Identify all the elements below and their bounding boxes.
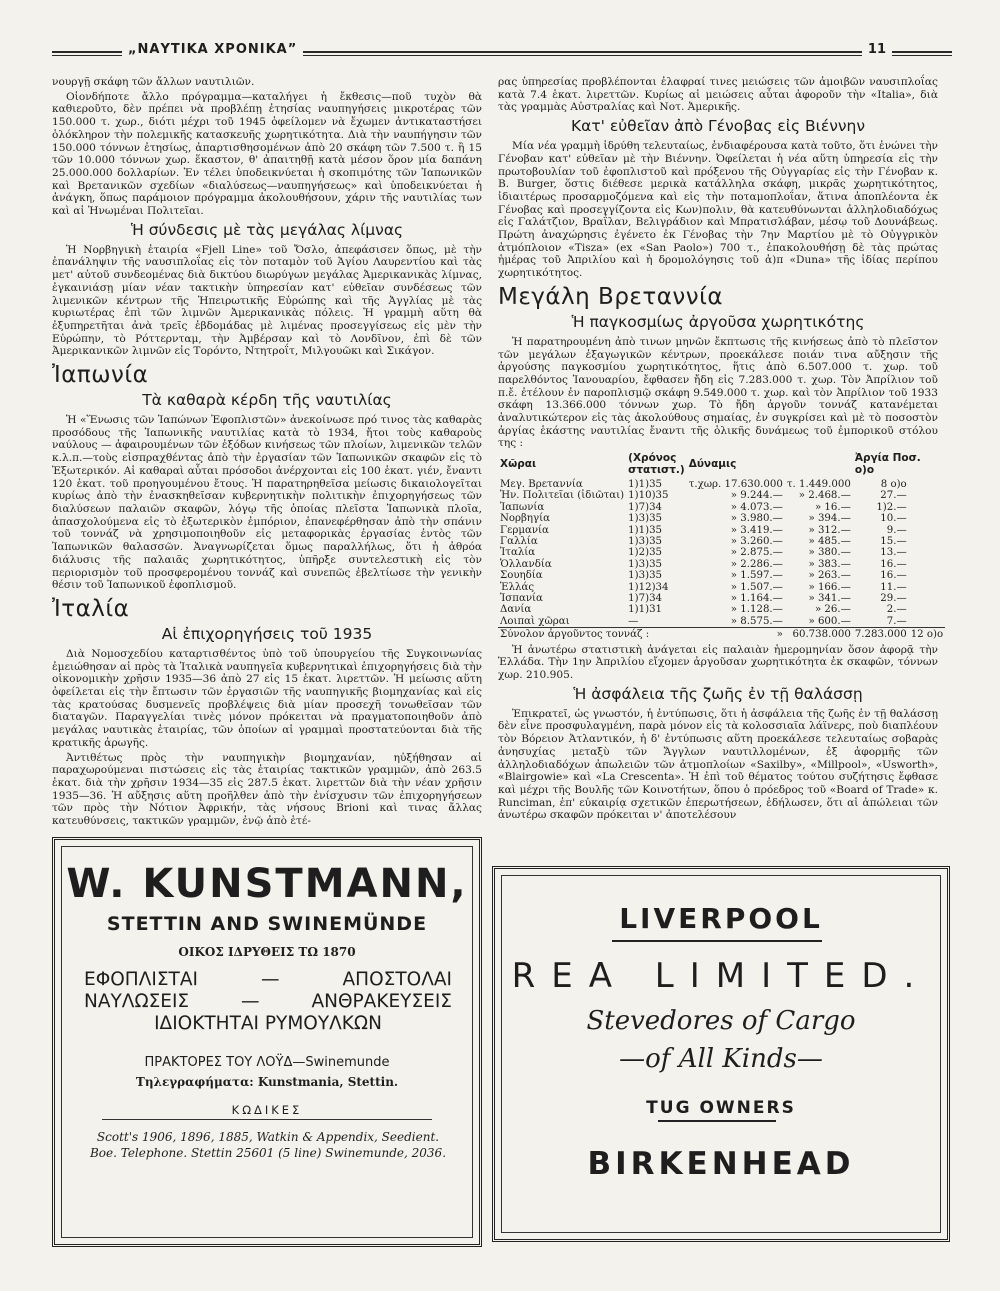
table-row <box>498 604 945 615</box>
table-total-label: Σύνολον ἀργοῦντος τοννάζ : <box>498 628 687 641</box>
table-row <box>498 525 945 536</box>
ad-service: ΕΦΟΠΛΙΣΤΑΙ <box>84 969 198 990</box>
table-total-cell: » <box>687 628 785 641</box>
ad-services <box>72 969 464 1035</box>
table-row <box>498 559 945 570</box>
table-cell: 1)2.— <box>876 501 907 513</box>
table-row <box>498 502 945 513</box>
left-column <box>52 76 482 830</box>
table-spacer <box>909 513 945 524</box>
section-heading: Αἱ ἐπιχορηγήσεις τοῦ 1935 <box>161 624 373 643</box>
table-cell: » 8.575.— <box>730 615 783 627</box>
ad-company-city: STETTIN AND SWINEMÜNDE <box>106 913 428 935</box>
table-cell: 1)12)34 <box>628 581 669 593</box>
ad-service: ΑΝΘΡΑΚΕΥΣΕΙΣ <box>311 991 452 1012</box>
table-cell: — <box>628 615 639 627</box>
body-paragraph: Οἱονδήποτε ἄλλο πρόγραμμα—καταλήγει ἡ ἔκθεσις—ποῦ τυχὸν θὰ καθιεροῦτο, δὲν πρέπει νὰ προβλέπῃ ἐτησίας ναυπηγήσεις μικροτέρας τῶν 150.000 τ. χωρ., διότι μέχρι τοῦ 1945 ὀφείλομεν νὰ ἔχωμεν ἀντικαταστήσει ὁλόκληρον τὴν πολεμικῆς κατασκευῆς χωρητικότητα. Διὰ τὴν ναυπήγησιν τῶν 150.000 τόννων ἐτησίως, ἀπαρτισθησομένων ἀπὸ 20 σκάφη τῶν 7.500 τ. ἢ 15 τῶν 10.000 τόννων χωρ. ἕκαστον, θ' ἀπαιτηθῇ κατὰ μέσον ὅρον μία δαπάνη 25.000.000 δολλαρίων. Ἐν τέλει ὑποδεικνύεται ἡ σκοπιμότης τῶν Ἰαπωνικῶν καὶ Βρετανικῶν σχεδίων «διαλύσεως—ναυπηγήσεως» καὶ ὑποδεικνύεται ἡ ἀνάγκη, ὅπως παράμοιον πρόγραμμα ἀκολουθήσουν, χάριν τῆς ναυτιλίας των καὶ αἱ Ἡνωμέναι Πολιτεῖαι. <box>52 90 482 218</box>
table-cell: 1)3)35 <box>628 558 663 570</box>
table-cell: Νορβηγία <box>500 513 550 525</box>
ad-codes-title: ΚΩΔΙΚΕΣ <box>231 1103 303 1117</box>
table-cell: 7.— <box>886 615 907 627</box>
body-paragraph: Ἡ Νορβηγικὴ ἑταιρία «Fjell Line» τοῦ Ὄσλο, ἀπεφάσισεν ὅπως, μὲ τὴν ἐπανάληψιν τῆς ναυσιπλοΐας εἰς τὸν ποταμὸν τοῦ Ἁγίου Λαυρεντίου καὶ τὰς μετ' αὐτοῦ συνδεομένας διὰ δικτύου διωρύγων μεγάλας Ἀμερικανικὰς λίμνας, ἐγκαινιάσῃ μίαν νέαν τακτικὴν ὑπηρεσίαν κατ' εὐθεῖαν συνδέσεως τῶν λιμενικῶν κέντρων τῆς Ἠπειρωτικῆς Εὐρώπης καὶ τῆς Ἀγγλίας μὲ τὰς κυριωτέρας ἐπὶ τῶν λιμνῶν Ἀμερικανικὰς πόλεις. Ἡ γραμμὴ αὕτη θὰ ἐξυπηρετῆται ἀνὰ τρεῖς ἑβδομάδας μὲ λιμένας προσεγγίσεως εἰς μὲν τὴν Εὐρώπην, τὸ Ρόττερνταμ, τὴν Ἀμβέρσαν καὶ τὸ Λονδῖνον, ἐπὶ δὲ τῶν Ἀμερικανικῶν λιμνῶν εἰς Τορόντο, Ντητροΐτ, Μιλγουῶκι καὶ Σικάγον. <box>52 243 482 358</box>
table-cell: 1)3)35 <box>628 513 663 525</box>
table-cell: 29.— <box>880 593 907 605</box>
ad-telegraph: Τηλεγραφήματα: Kunstmania, Stettin. <box>135 1075 399 1089</box>
country-heading: Μεγάλη Βρεταννία <box>498 283 724 310</box>
table-cell: 16.— <box>880 570 907 582</box>
table-spacer <box>909 502 945 513</box>
table-cell: 1)1)35 <box>628 478 663 490</box>
table-cell: » 3.260.— <box>730 536 783 548</box>
rea-limited-advertisement <box>492 866 950 1242</box>
ad-inner-frame <box>501 875 941 1233</box>
journal-title: „ΝΑΥΤΙΚΑ ΧΡΟΝΙΚΑ” <box>122 42 303 57</box>
body-paragraph: Ἐπικρατεῖ, ὡς γνωστόν, ἡ ἐντύπωσις, ὅτι ἡ ἀσφάλεια τῆς ζωῆς ἐν τῇ θαλάσσῃ δὲν εἶνε προσφυλαγμένη, παρὰ μόνον εἰς τὰ κολοσσιαῖα λάϊνερς, ποὺ διαπλέουν τὸν Βόρειον Ἀτλαντικόν, ἡ δ' ἐντύπωσις αὕτη προεκάλεσε τελευταίως σοβαρὰς ἀνησυχίας μεταξὺ τῶν Ἄγγλων ναυτιλλομένων, ἐξ ἀφορμῆς τῶν ἀλληλοδιαδόχων ἀπωλειῶν τῶν ἀτμοπλοίων «Saxilby», «Millpool», «Usworth», «Blairgowie» καὶ «La Crescenta». Ἡ ἐπὶ τοῦ θέματος τούτου συζήτησις ἔφθασε καὶ μέχρι τῆς Βουλῆς τῶν Κοινοτήτων, ὅπου ὁ πρόεδρος τοῦ «Board of Trade» κ. Runciman, ἐπ' εὐκαιρίᾳ σχετικῶν ἐπερωτήσεων, ἐδήλωσεν, ὅτι αἱ ἀπώλειαι τῶν ἀνωτέρω σκαφῶν πρόκειται ν' ἀποτελέσουν <box>498 707 938 822</box>
kunstmann-advertisement <box>52 837 482 1247</box>
table-total-cell: 7.283.000 <box>854 629 907 641</box>
table-header-row <box>498 452 945 479</box>
table-cell: 10.— <box>880 513 907 525</box>
table-spacer <box>909 547 945 558</box>
table-cell: τ. 1.449.000 <box>786 478 851 490</box>
page-number: 11 <box>862 42 892 57</box>
table-cell: Γερμανία <box>500 524 549 536</box>
table-cell: » 1.164.— <box>730 593 783 605</box>
ad-service: ΝΑΥΛΩΣΕΙΣ <box>84 991 190 1012</box>
idle-tonnage-table <box>498 452 945 641</box>
table-spacer <box>909 616 945 628</box>
table-cell: » 2.468.— <box>798 490 851 502</box>
right-column <box>498 76 944 824</box>
ad-codebook <box>76 1129 460 1161</box>
ad-divider <box>102 1119 432 1120</box>
section-heading: Κατ' εὐθεῖαν ἀπὸ Γένοβας εἰς Βιέννην <box>570 117 866 136</box>
table-header: (Χρόνος στατιστ.) <box>628 452 685 476</box>
table-row <box>498 582 945 593</box>
table-cell: » 380.— <box>808 547 851 559</box>
table-cell: » 3.419.— <box>730 524 783 536</box>
ad-city-bottom: BIRKENHEAD <box>587 1146 855 1182</box>
table-header: Δύναμις <box>688 457 737 470</box>
table-cell: Ἰαπωνία <box>500 501 545 513</box>
table-cell: Γαλλία <box>500 536 538 548</box>
table-spacer <box>909 582 945 593</box>
table-cell: Ἰταλία <box>500 547 536 559</box>
table-cell: 13.— <box>880 547 907 559</box>
table-cell: » 2.286.— <box>730 558 783 570</box>
ad-founded: ΟΙΚΟΣ ΙΔΡΥΘΕΙΣ ΤΩ 1870 <box>178 945 356 959</box>
table-cell: 1)7)34 <box>628 501 663 513</box>
table-cell: 8 o)o <box>880 478 907 490</box>
section-heading: Ἡ ἀσφάλεια τῆς ζωῆς ἐν τῇ θαλάσσῃ <box>573 684 863 703</box>
table-cell: » 4.073.— <box>730 501 783 513</box>
ad-agents: ΠΡΑΚΤΟΡΕΣ ΤΟΥ ΛΟΫΔ—Swinemunde <box>144 1055 390 1070</box>
table-cell: 1)3)35 <box>628 570 663 582</box>
table-cell: 11.— <box>880 581 907 593</box>
table-spacer <box>909 604 945 615</box>
table-cell: » 1.597.— <box>730 570 783 582</box>
ad-services-row <box>72 969 464 991</box>
table-cell: 1)3)35 <box>628 536 663 548</box>
table-header: Χῶραι <box>500 457 537 470</box>
table-spacer <box>909 490 945 501</box>
table-cell: » 16.— <box>814 501 851 513</box>
body-paragraph: Ἡ ἀνωτέρω στατιστικὴ ἀνάγεται εἰς παλαιὰν ἡμερομηνίαν ὅσον ἀφορᾷ τὴν Ἑλλάδα. Τὴν 1ην Ἀπριλίου εἴχομεν ἀργοῦσαν χωρητικότητα ἐκ σκαφῶν, τόννων χωρ. 210.905. <box>498 643 938 682</box>
body-paragraph: Διὰ Νομοσχεδίου καταρτισθέντος ὑπὸ τοῦ ὑπουργείου τῆς Συγκοινωνίας ἐμειώθησαν αἱ πρὸς τὰ Ἰταλικὰ ναυπηγεῖα κυβερνητικαὶ ἐπιχορηγήσεις διὰ τὴν οἰκονομικὴν χρῆσιν 1935—36 ἀπὸ 27 εἰς 15 ἑκατ. λιρεττῶν. Ἡ μείωσις αὕτη ὀφείλεται εἰς τὴν ἔπτωσιν τῶν ἐργασιῶν τῆς ναυπηγικῆς βιομηχανίας καὶ εἰς τὰς κρατούσας δυσμενεῖς προβλέψεις διὰ μίαν προσεχῆ τονωθεῖσαν τῶν διαταγῶν. Παραγγελίαι τινὲς μόνον πρόκειται νὰ πραγματοποιηθοῦν ἀπὸ μεγάλας ναυτικὰς ἑταιρίας, τῶν ὁποίων αἱ γραμμαὶ προστατεύονται διὰ τῆς κρατικῆς ἀρωγῆς. <box>52 647 482 749</box>
table-cell: 16.— <box>880 558 907 570</box>
ad-script-line: —of All Kinds— <box>619 1044 823 1074</box>
table-total-row <box>498 628 945 641</box>
ad-service: ΙΔΙΟΚΤΗΤΑΙ ΡΥΜΟΥΛΚΩΝ <box>154 1013 382 1034</box>
table-cell: 2.— <box>886 604 907 616</box>
table-cell: Λοιπαὶ χῶραι <box>500 615 570 627</box>
table-cell: » 1.507.— <box>730 581 783 593</box>
table-spacer <box>909 525 945 536</box>
body-paragraph: Ἡ «Ἕνωσις τῶν Ἰαπώνων Ἐφοπλιστῶν» ἀνεκοίνωσε πρό τινος τὰς καθαρὰς προσόδους τῆς Ἰαπωνικῆς ναυτιλίας κατὰ τὸ 1934, ἤτοι τοὺς καθαροὺς ναύλους — ἀφαιρουμένων τῶν ἐξόδων κινήσεως τῶν πλοίων, λιμενικῶν τελῶν κ.λ.π.—τοὺς εἰσπραχθέντας ἀπὸ τὴν ἐργασίαν τῶν Ἰαπωνικῶν σκαφῶν εἰς τὸ Ἐξωτερικόν. Αἱ καθαραὶ αὗται πρόσοδοι ἀνέρχονται εἰς 100 ἑκατ. γιέν, ἔναντι 120 ἑκατ. τοῦ προηγουμένου ἔτους. Ἡ παρατηρηθεῖσα μείωσις δικαιολογεῖται κυρίως ἀπὸ τὴν ἐνασκηθεῖσαν κυβερνητικὴν πολιτικὴν ἐπιχορηγήσεως τῶν διαλύσεων παλαιῶν σκαφῶν, λόγῳ τῆς ὁποίας πλεῖστα Ἰαπωνικὰ πλοῖα, ἀπασχολούμενα εἰς τὸ ἐξωτερικὸν ἐμπόριον, ἐπανεφέρθησαν ἀπὸ τὴν σπάνιν τοῦ τοννάζ νὰ χρησιμοποιηθοῦν εἰς μεταφορικὰς ἐργασίας ἐντὸς τῶν Ἰαπωνικῶν θαλασσῶν. Ἀναγνωρίζεται ὅμως παραλλήλως, ὅτι ἡ ἀθρόα διάλυσις τῆς παλαιᾶς χωρητικότητος, ὑπῆρξε συντελεστικὴ εἰς τὸν περιορισμὸν τοῦ προσφερομένου τοννάζ καὶ συνεπῶς ἐβελτίωσε τὴν γενικὴν θέσιν τοῦ Ἰαπωνικοῦ ἐφοπλισμοῦ. <box>52 414 482 592</box>
running-head <box>52 42 952 62</box>
table-body <box>498 479 945 641</box>
table-cell: Ἰσπανία <box>500 593 543 605</box>
table-cell: » 26.— <box>814 604 851 616</box>
table-cell: » 1.128.— <box>730 604 783 616</box>
table-cell: 15.— <box>880 536 907 548</box>
table-cell: » 312.— <box>808 524 851 536</box>
ad-dash: — <box>260 969 280 990</box>
section-heading: Ἡ παγκοσμίως ἀργοῦσα χωρητικότης <box>571 312 865 331</box>
ad-divider <box>612 940 822 942</box>
ad-services-row <box>72 991 464 1013</box>
table-cell: 1)2)35 <box>628 547 663 559</box>
table-cell: 1)10)35 <box>628 490 669 502</box>
table-cell: » 2.875.— <box>730 547 783 559</box>
body-paragraph: Ἀντιθέτως πρὸς τὴν ναυπηγικὴν βιομηχανίαν, ηὐξήθησαν αἱ παραχωρούμεναι πιστώσεις εἰς τὰς ἑταιρίας τακτικῶν γραμμῶν, ἀπὸ 263.5 ἑκατ. διὰ τὴν χρῆσιν 1934—35 εἰς 287.5 ἑκατ. λιρεττῶν διὰ τὴν νέαν χρῆσιν 1935—36. Ἡ αὔξησις αὕτη προῆλθεν ἀπὸ τὴν ἐνίσχυσιν τῶν ἐπιχορηγήσεων τῶν πρὸς τὴν Νότιον Ἀφρικήν, τὰς νήσους Brioni καὶ τινας ἄλλας κατευθύνσεις, τακτικῶν γραμμῶν, ἐνῷ ἀπὸ ἑτέ- <box>52 751 482 828</box>
table-row <box>498 536 945 547</box>
table-cell: Δανία <box>500 604 532 616</box>
table-cell: » 9.244.— <box>730 490 783 502</box>
ad-codebook-line: Scott's 1906, 1896, 1885, Watkin & Appendix, Seedient. <box>96 1130 440 1144</box>
ad-dash: — <box>241 991 260 1012</box>
ad-divider <box>658 1120 776 1122</box>
table-row <box>498 616 945 628</box>
table-cell: » 3.980.— <box>730 513 783 525</box>
table-spacer <box>909 570 945 581</box>
table-spacer <box>909 593 945 604</box>
table-cell: 1)1)35 <box>628 524 663 536</box>
table-cell: 9.— <box>886 524 907 536</box>
table-cell: Μεγ. Βρεταννία <box>500 478 583 490</box>
ad-company-name: REA LIMITED. <box>511 956 931 996</box>
ad-codebook-line: Boe. Telephone. Stettin 25601 (5 line) Swinemunde, 2036. <box>89 1146 447 1160</box>
ad-script-line: Stevedores of Cargo <box>586 1006 856 1036</box>
table-cell: » 394.— <box>808 513 851 525</box>
table-row <box>498 593 945 604</box>
table-cell: Σουηδία <box>500 570 543 582</box>
section-heading: Ἡ σύνδεσις μὲ τὰς μεγάλας λίμνας <box>130 220 404 239</box>
table-row <box>498 547 945 558</box>
table-row <box>498 513 945 524</box>
table-cell: 27.— <box>880 490 907 502</box>
country-heading: Ἰαπωνία <box>52 362 149 389</box>
table-row <box>498 490 945 501</box>
body-paragraph: Μία νέα γραμμὴ ἱδρύθη τελευταίως, ἐνδιαφέρουσα κατὰ τοῦτο, ὅτι ἑνώνει τὴν Γένοβαν κατ' εὐθεῖαν μὲ τὴν Βιέννην. Ὀφείλεται ἡ νέα αὕτη ὑπηρεσία εἰς τὴν πρωτοβουλίαν τοῦ ἐφοπλιστοῦ καὶ πρόξενου τῆς Οὐγγαρίας εἰς τὴν Γένοβαν κ. B. Burger, ὅστις διέθεσε μερικὰ κατάλληλα σκάφη, μικρᾶς χωρητικότητος, ἰδιαιτέρως προσαρμοζόμενα καὶ εἰς τὴν ποταμοπλοΐαν, ἅτινα ἀποπλέοντα ἐκ Γένοβας καὶ προσεγγίζοντα εἰς Κων)πολιν, θὰ κατευθύνωνται ἀλληλοδιαδόχως εἰς Γαλάτζιον, Βραΐλαν, Βελιγράδιον καὶ Μπρατισλάβαν, μέσῳ τοῦ Δουνάβεως. Πρώτη ἀναχώρησις ἐγένετο ἐκ Γένοβας τὴν 7ην Μαρτίου μὲ τὸ Οὐγγρικὸν ἀτμόπλοιον «Tisza» (ex «San Paolo») 700 τ., ἐπακολουθήσῃ δὲ τὰς πρώτας ἡμέρας τοῦ Ἀπριλίου καὶ ἡ δρομολόγησις τοῦ ἀ)π «Duna» τῆς ἰδίας περίπου χωρητικότητος. <box>498 140 938 280</box>
ad-tug-owners: TUG OWNERS <box>646 1098 796 1118</box>
table-row <box>498 570 945 581</box>
table-cell: Ἡν. Πολιτεῖαι (ἰδιῶται) <box>500 490 625 502</box>
table-cell: » 383.— <box>808 558 851 570</box>
table-cell: 1)1)31 <box>628 604 663 616</box>
table-total-cell: 12 o)o <box>910 629 944 641</box>
ad-city-top: LIVERPOOL <box>619 902 823 935</box>
table-spacer <box>909 536 945 547</box>
country-heading: Ἰταλία <box>52 595 130 622</box>
table-cell: τ.χωρ. 17.630.000 <box>688 478 783 490</box>
ad-inner-frame <box>61 846 473 1238</box>
table-spacer <box>909 559 945 570</box>
body-paragraph: ρας ὑπηρεσίας προβλέπονται ἐλαφραί τινες μειώσεις τῶν ἀμοιβῶν ναυσιπλοΐας κατὰ 7.4 ἑκατ. λιρεττῶν. Κυρίως αἱ μειώσεις αὗται ἀφοροῦν τὴν «Italia», διὰ τὰς γραμμὰς Αὐστραλίας καὶ Νοτ. Ἀμερικῆς. <box>498 76 938 114</box>
ad-company-name: W. KUNSTMANN, <box>66 861 468 907</box>
body-paragraph: Ἡ παρατηρουμένη ἀπὸ τινων μηνῶν ἔκπτωσις τῆς κινήσεως ἀπὸ τὸ πλεῖστον τῶν μεγάλων ἐξαγωγικῶν κέντρων, προεκάλεσε ποιάν τινα αὔξησιν τῆς ἀργούσης παγκοσμίου χωρητικότητος, ἥτις ἀπὸ 6.507.000 τ. χωρ. τοῦ παρελθόντος Ἰανουαρίου, ἔφθασεν ἤδη εἰς 7.283.000 τ. χωρ. Τὸν Ἀπρίλιον τοῦ π.ἔ. ἐτέλουν ἐν παροπλισμῷ σκάφη 9.549.000 τ. χωρ. καὶ τὸν Ἀπρίλιον τοῦ 1933 σκάφη 13.366.000 τόννων χωρ. Τὸ ἤδη ἀργοῦν τοννάζ κατανέμεται ἀναλυτικώτερον εἰς τὰς ἀκολούθους σημαίας, ἐν συγκρίσει καὶ μὲ τὸ ποσοστὸν ἀργίας ἑκάστης ναυτιλίας ἔναντι τῆς ὁλικῆς δυνάμεως τοῦ ἐμπορικοῦ στόλου της : <box>498 335 938 450</box>
table-cell: » 263.— <box>808 570 851 582</box>
table-spacer <box>909 479 945 490</box>
table-total-cell: 60.738.000 <box>785 628 853 641</box>
ad-services-row <box>72 1013 464 1035</box>
table-header: Ἀργία Ποσ. o)o <box>854 452 921 476</box>
section-heading: Τὰ καθαρὰ κέρδη τῆς ναυτιλίας <box>142 391 392 410</box>
body-paragraph: νουργῇ σκάφη τῶν ἄλλων ναυτιλιῶν. <box>52 76 255 88</box>
table-cell: » 166.— <box>808 581 851 593</box>
table-cell: » 600.— <box>808 615 851 627</box>
table-cell: Ἑλλάς <box>500 581 535 593</box>
table-cell: » 341.— <box>808 593 851 605</box>
table-cell: Ὁλλανδία <box>500 558 552 570</box>
table-row <box>498 479 945 490</box>
table-cell: 1)7)34 <box>628 593 663 605</box>
table-cell: » 485.— <box>808 536 851 548</box>
ad-service: ΑΠΟΣΤΟΛΑΙ <box>342 969 452 990</box>
